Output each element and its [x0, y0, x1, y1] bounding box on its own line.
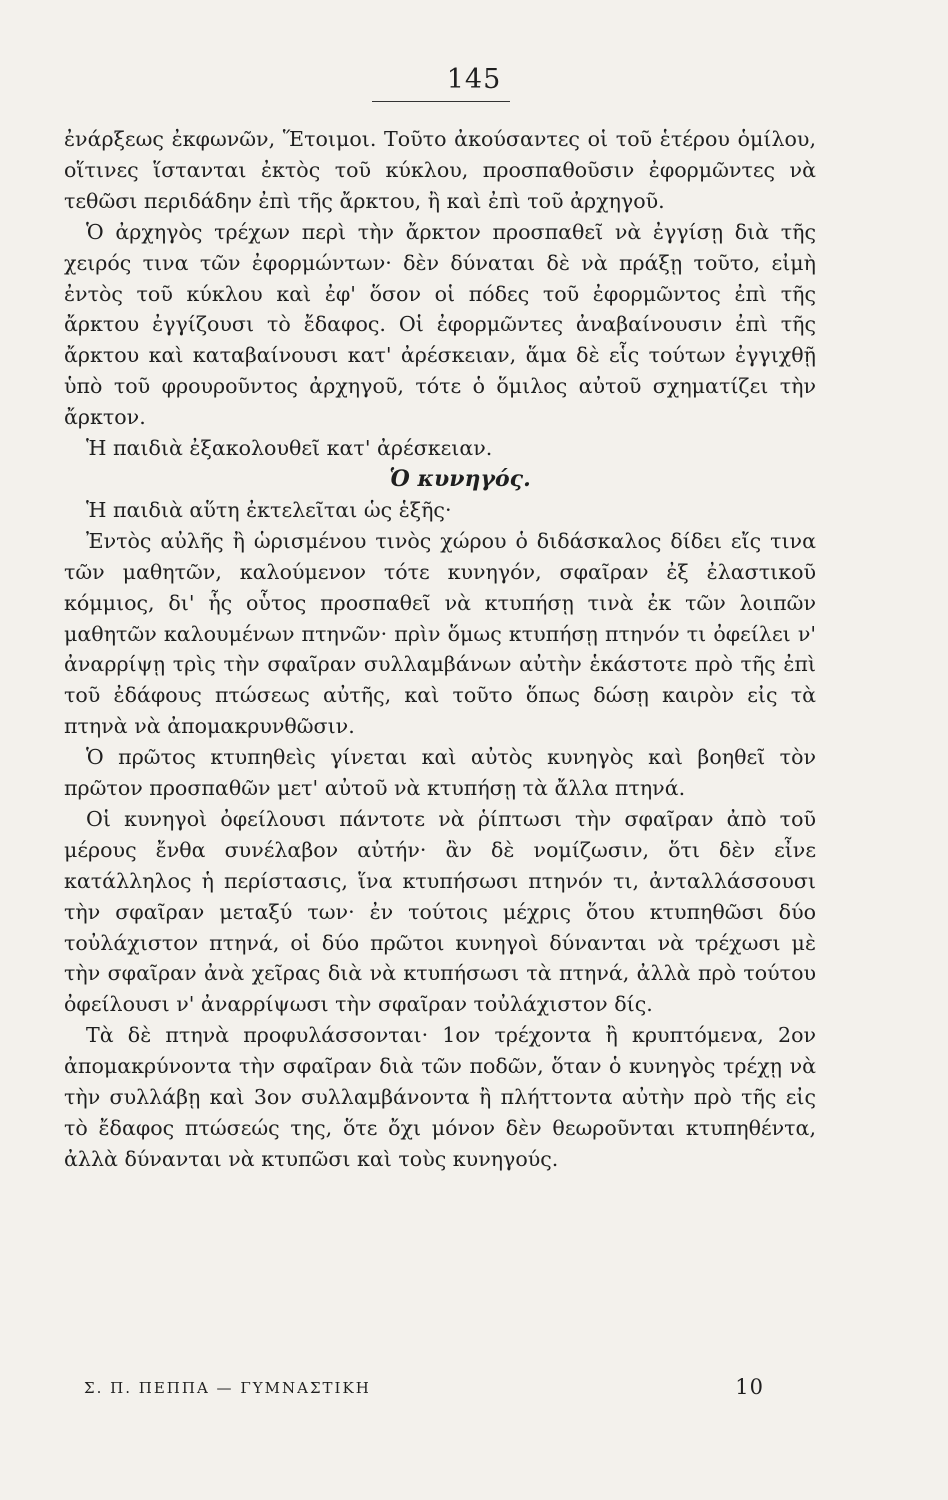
paragraph: Ὁ πρῶτος κτυπηθεὶς γίνεται καὶ αὐτὸς κυνηγὸς καὶ βοηθεῖ τὸν πρῶτον προσπαθῶν μετ' αὐτοῦ νὰ κτυπήσῃ τὰ ἄλλα πτηνά.	[64, 745, 816, 801]
paragraph: Οἱ κυνηγοὶ ὀφείλουσι πάντοτε νὰ ῥίπτωσι τὴν σφαῖραν ἀπὸ τοῦ μέρους ἔνθα συνέλαβον αὐτήν· ἂν δὲ νομίζωσιν, ὅτι δὲν εἶνε κατάλληλος ἡ περίστασις, ἵνα κτυπήσωσι πτηνόν τι, ἀνταλλάσσουσι τὴν σφαῖραν μεταξύ των· ἐν τούτοις μέχρις ὅτου κτυπηθῶσι δύο τοὐλάχιστον πτηνά, οἱ δύο πρῶτοι κυνηγοὶ δύνανται νὰ τρέχωσι μὲ τὴν σφαῖραν ἀνὰ χεῖρας διὰ νὰ κτυπήσωσι τὰ πτηνά, ἀλλὰ πρὸ τούτου ὀφείλουσι ν' ἀναρρίψωσι τὴν σφαῖραν τοὐλάχιστον δίς.	[64, 806, 816, 1017]
page-number: 145	[446, 64, 502, 95]
footer-running-title: Σ. Π. ΠΕΠΠΑ — ΓΥΜΝΑΣΤΙΚΗ	[84, 1379, 371, 1397]
paragraph: Ἐντὸς αὐλῆς ἢ ὡρισμένου τινὸς χώρου ὁ διδάσκαλος δίδει εἴς τινα τῶν μαθητῶν, καλούμενον τότε κυνηγόν, σφαῖραν ἐξ ἐλαστικοῦ κόμμιος, δι' ἧς οὗτος προσπαθεῖ νὰ κτυπήσῃ τινὰ ἐκ τῶν λοιπῶν μαθητῶν καλουμένων πτηνῶν· πρὶν ὅμως κτυπήσῃ πτηνόν τι ὀφείλει ν' ἀναρρίψῃ τρὶς τὴν σφαῖραν συλλαμβάνων αὐτὴν ἑκάστοτε πρὸ τῆς ἐπὶ τοῦ ἐδάφους πτώσεως αὐτῆς, καὶ τοῦτο ὅπως δώσῃ καιρὸν εἰς τὰ πτηνὰ νὰ ἀπομακρυνθῶσιν.	[64, 528, 816, 739]
paragraph: Τὰ δὲ πτηνὰ προφυλάσσονται· 1ον τρέχοντα ἢ κρυπτόμενα, 2ον ἀπομακρύνοντα τὴν σφαῖραν διὰ τῶν ποδῶν, ὅταν ὁ κυνηγὸς τρέχῃ νὰ τὴν συλλάβῃ καὶ 3ον συλλαμβάνοντα ἢ πλήττοντα αὐτὴν πρὸ τῆς εἰς τὸ ἔδαφος πτώσεώς της, ὅτε ὄχι μόνον δὲν θεωροῦνται κτυπηθέντα, ἀλλὰ δύνανται νὰ κτυπῶσι καὶ τοὺς κυνηγούς.	[64, 1023, 816, 1171]
body-text	[64, 124, 816, 1175]
paragraph: ἐνάρξεως ἐκφωνῶν, Ἕτοιμοι. Τοῦτο ἀκούσαντες οἱ τοῦ ἑτέρου ὁμίλου, οἵτινες ἵστανται ἐκτὸς τοῦ κύκλου, προσπαθοῦσιν ἐφορμῶντες νὰ τεθῶσι περιδάδην ἐπὶ τῆς ἄρκτου, ἢ καὶ ἐπὶ τοῦ ἀρχηγοῦ.	[64, 127, 816, 213]
section-heading: Ὁ κυνηγός.	[389, 465, 531, 492]
header-rule	[372, 101, 510, 102]
paragraph: Ἡ παιδιὰ αὕτη ἐκτελεῖται ὡς ἑξῆς·	[86, 497, 452, 522]
paragraph: Ὁ ἀρχηγὸς τρέχων περὶ τὴν ἄρκτον προσπαθεῖ νὰ ἐγγίσῃ διὰ τῆς χειρός τινα τῶν ἐφορμώντων· δὲν δύναται δὲ νὰ πράξῃ τοῦτο, εἰμὴ ἐντὸς τοῦ κύκλου καὶ ἐφ' ὅσον οἱ πόδες τοῦ ἐφορμῶντος ἐπὶ τῆς ἄρκτου ἐγγίζουσι τὸ ἔδαφος. Οἱ ἐφορμῶντες ἀναβαίνουσιν ἐπὶ τῆς ἄρκτου καὶ καταβαίνουσι κατ' ἀρέσκειαν, ἅμα δὲ εἷς τούτων ἐγγιχθῇ ὑπὸ τοῦ φρουροῦντος ἀρχηγοῦ, τότε ὁ ὅμιλος αὐτοῦ σχηματίζει τὴν ἄρκτον.	[64, 219, 816, 430]
page-footer	[84, 1375, 764, 1399]
paragraph: Ἡ παιδιὰ ἐξακολουθεῖ κατ' ἀρέσκειαν.	[86, 436, 493, 461]
signature-number: 10	[735, 1375, 764, 1399]
